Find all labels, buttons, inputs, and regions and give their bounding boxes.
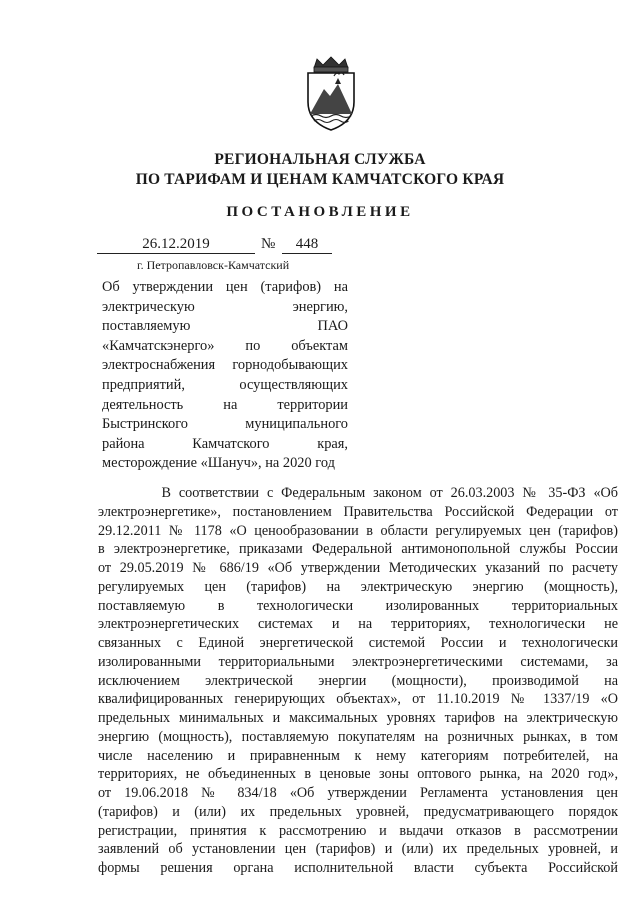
org-name-line1: РЕГИОНАЛЬНАЯ СЛУЖБА xyxy=(214,151,426,168)
number-sign: № xyxy=(261,236,276,252)
body-line: энергию (мощность), поставляемую покупателям на розничных рынках, в том xyxy=(98,728,618,745)
subject-line: «Камчатскэнерго» по объектам xyxy=(102,337,348,354)
body-line: В соответствии с Федеральным законом от 26.03.2003 № 35-ФЗ «Об xyxy=(98,485,618,501)
subject-line: месторождение «Шануч», на 2020 год xyxy=(102,455,335,472)
body-line: в электроэнергетике, приказами Федеральной антимонопольной службы России xyxy=(98,541,618,558)
subject-line: района Камчатского края, xyxy=(102,435,348,452)
body-line: квалифицированных генерирующих объектах», от 11.10.2019 № 1337/19 «О xyxy=(98,691,618,708)
org-name-line2: ПО ТАРИФАМ И ЦЕНАМ КАМЧАТСКОГО КРАЯ xyxy=(135,171,505,188)
subject-line: Об утверждении цен (тарифов) на xyxy=(102,279,348,295)
document-type-title: ПОСТАНОВЛЕНИЕ xyxy=(226,204,414,220)
body-line: связанных с Единой энергетической системой России и технологически xyxy=(98,635,618,651)
subject-line: предприятий, осуществляющих xyxy=(102,376,348,393)
body-line: регистрации, принятия к рассмотрению и выдачи отказов в рассмотрении xyxy=(98,822,618,839)
body-line: от 19.06.2018 № 834/18 «Об утверждении Регламента установления цен xyxy=(98,785,618,801)
body-line: от 29.05.2019 № 686/19 «Об утверждении Методических указаний по расчету xyxy=(98,560,618,576)
subject-line: Быстринского муниципального xyxy=(102,416,348,433)
body-line: заявлений об установлении цен (тарифов) и (или) их предельных уровней, и xyxy=(98,841,618,858)
subject-line: деятельность на территории xyxy=(102,396,348,413)
document-body-paragraph xyxy=(98,484,618,878)
kamchatka-coat-of-arms-icon xyxy=(300,56,362,132)
document-date: 26.12.2019 xyxy=(97,236,255,254)
body-line: исключением электрической энергии (мощности), производимой на xyxy=(98,672,618,689)
document-subject xyxy=(102,278,348,474)
document-number: 448 xyxy=(282,236,332,254)
body-line: формы решения органа исполнительной власти субъекта Российской xyxy=(98,860,618,876)
body-line: 29.12.2011 № 1178 «О ценообразовании в области регулируемых цен (тарифов) xyxy=(98,522,618,539)
document-city: г. Петропавловск-Камчатский xyxy=(137,258,290,272)
body-line: числе населению и приравненным к нему категориям потребителей, на xyxy=(98,747,618,764)
body-line: изолированными территориальными электроэнергетическими системами, за xyxy=(98,653,618,670)
body-line: (тарифов) и (или) их предельных уровней, предусматривающего порядок xyxy=(98,803,618,820)
body-line: территориях, не объединенных в ценовые зоны оптового рынка, на 2020 год», xyxy=(98,766,618,783)
body-line: предельных минимальных и максимальных уровнях тарифов на электрическую xyxy=(98,710,618,726)
body-line: электроэнергетических системах и на территориях, технологически не xyxy=(98,616,618,633)
subject-line: электрическую энергию, xyxy=(102,298,348,315)
body-line: регулируемых цен (тарифов) на электрическую энергию (мощность), xyxy=(98,578,618,595)
body-line: поставляемую в технологически изолированных территориальных xyxy=(98,597,618,614)
body-line: электроэнергетике», постановлением Правительства Российской Федерации от xyxy=(98,503,618,520)
subject-line: поставляемую ПАО xyxy=(102,318,348,335)
subject-line: электроснабжения горнодобывающих xyxy=(102,357,348,374)
